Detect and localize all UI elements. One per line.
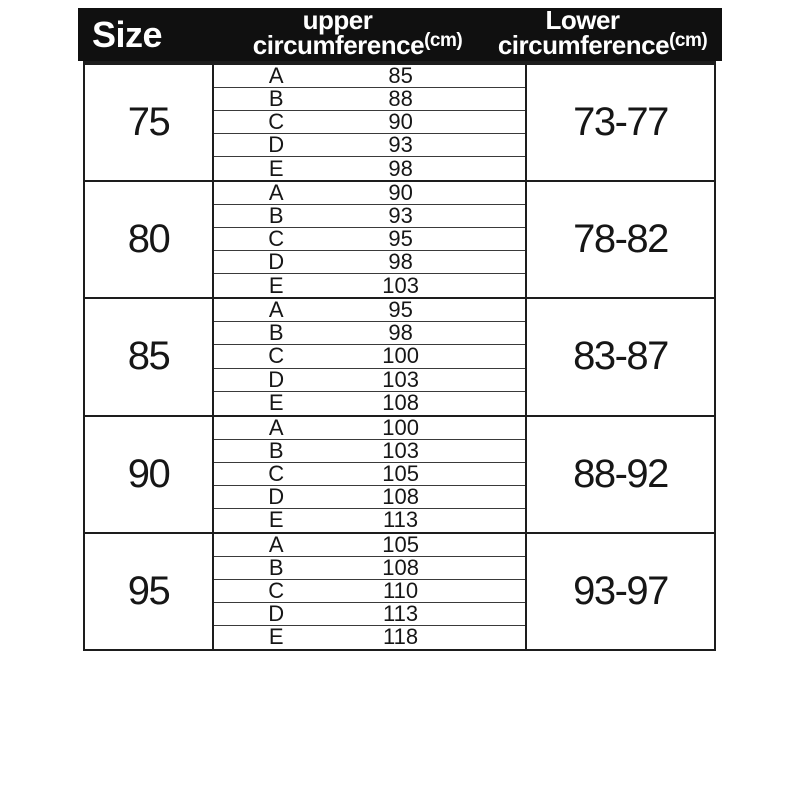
cup-row (214, 626, 525, 649)
cup-upper-value: 98 (388, 320, 413, 346)
cup-letter: C (268, 226, 285, 252)
header-upper-word: circumference (252, 30, 425, 60)
cup-row (214, 392, 525, 415)
cup-upper-value: 90 (388, 109, 413, 135)
cup-letter: E (268, 272, 284, 298)
cup-letter: E (268, 507, 284, 533)
cup-letter: B (268, 437, 284, 463)
cup-row (214, 554, 525, 580)
cup-letter: C (268, 109, 285, 135)
header-upper-label (252, 5, 463, 61)
cup-upper-value: 108 (382, 483, 419, 509)
size-group-row (85, 297, 714, 414)
cup-row (214, 577, 525, 603)
cup-letter: D (268, 366, 285, 392)
header-upper-line1: upper (302, 5, 373, 35)
lower-range-cell (527, 65, 714, 180)
header-lower-line1: Lower (545, 5, 620, 35)
cup-upper-value: 100 (382, 414, 419, 440)
cup-letter: C (268, 343, 285, 369)
size-group-row (85, 415, 714, 532)
cup-row (214, 414, 525, 440)
cup-row (214, 251, 525, 274)
lower-range-value: 93-97 (573, 568, 668, 613)
cup-upper-value: 113 (383, 600, 419, 626)
cup-letter: D (268, 483, 285, 509)
cup-upper-value: 93 (388, 132, 413, 158)
size-cell (85, 534, 212, 649)
cup-upper-value: 88 (388, 86, 413, 112)
cup-row (214, 345, 525, 368)
lower-range-cell (527, 182, 714, 297)
header-size-column (78, 8, 212, 61)
cup-row (214, 600, 525, 626)
lower-range-value: 73-77 (573, 100, 668, 145)
cup-table (212, 182, 527, 297)
cup-letter: B (268, 86, 284, 112)
lower-unit-label: (cm) (669, 30, 708, 51)
cup-upper-value: 105 (382, 531, 419, 557)
header-upper-line2 (252, 30, 463, 61)
size-cell (85, 65, 212, 180)
size-cell (85, 299, 212, 414)
cup-row (214, 531, 525, 557)
cup-row (214, 111, 525, 134)
cup-upper-value: 103 (382, 366, 419, 392)
cup-upper-value: 95 (388, 226, 413, 252)
size-value: 85 (127, 334, 170, 379)
cup-row (214, 274, 525, 297)
cup-row (214, 182, 525, 205)
lower-range-value: 83-87 (573, 334, 668, 379)
lower-range-value: 78-82 (573, 217, 668, 262)
cup-upper-value: 98 (388, 249, 413, 275)
cup-upper-value: 93 (388, 203, 413, 229)
cup-upper-value: 90 (388, 180, 413, 206)
size-value: 80 (127, 217, 170, 262)
lower-range-cell (527, 299, 714, 414)
cup-upper-value: 98 (388, 155, 413, 181)
cup-table (212, 65, 527, 180)
header-size-label: Size (91, 13, 163, 55)
cup-letter: D (268, 249, 285, 275)
cup-letter: B (268, 320, 284, 346)
cup-row (214, 228, 525, 251)
cup-row (214, 157, 525, 180)
table-header (78, 5, 722, 61)
cup-upper-value: 108 (382, 390, 419, 416)
cup-letter: A (268, 531, 284, 557)
cup-letter: E (268, 155, 284, 181)
cup-letter: D (268, 132, 285, 158)
size-group-row (85, 63, 714, 180)
size-value: 90 (127, 451, 170, 496)
size-cell (85, 417, 212, 532)
cup-upper-value: 103 (382, 272, 419, 298)
header-upper-column (212, 5, 527, 61)
cup-row (214, 366, 525, 392)
cup-letter: B (268, 203, 284, 229)
cup-upper-value: 118 (383, 624, 419, 650)
cup-upper-value: 95 (388, 297, 413, 323)
cup-letter: A (268, 297, 284, 323)
cup-row (214, 205, 525, 228)
header-lower-label (497, 5, 708, 61)
lower-range-value: 88-92 (573, 451, 668, 496)
size-value: 95 (127, 568, 170, 613)
size-table-body (83, 61, 716, 651)
cup-upper-value: 108 (382, 554, 419, 580)
cup-table (212, 299, 527, 414)
cup-row (214, 134, 525, 157)
lower-range-cell (527, 534, 714, 649)
lower-range-cell (527, 417, 714, 532)
size-value: 75 (127, 100, 170, 145)
cup-row (214, 322, 525, 345)
header-lower-word: circumference (497, 30, 670, 60)
cup-upper-value: 105 (382, 460, 419, 486)
cup-letter: A (268, 414, 284, 440)
header-lower-line2 (497, 30, 708, 61)
cup-upper-value: 85 (388, 63, 413, 89)
cup-letter: A (268, 180, 284, 206)
cup-row (214, 509, 525, 532)
cup-upper-value: 110 (383, 577, 419, 603)
size-group-row (85, 180, 714, 297)
cup-upper-value: 103 (382, 437, 419, 463)
cup-row (214, 483, 525, 509)
cup-row (214, 460, 525, 486)
cup-letter: E (268, 390, 284, 416)
cup-row (214, 65, 525, 88)
size-group-row (85, 532, 714, 649)
cup-row (214, 299, 525, 322)
cup-upper-value: 100 (382, 343, 419, 369)
cup-table (212, 414, 527, 533)
cup-upper-value: 113 (383, 507, 419, 533)
cup-letter: E (268, 624, 284, 650)
size-cell (85, 182, 212, 297)
upper-unit-label: (cm) (424, 30, 463, 51)
cup-letter: C (268, 577, 285, 603)
cup-letter: B (268, 554, 284, 580)
cup-row (214, 88, 525, 111)
cup-table (212, 531, 527, 650)
cup-letter: D (268, 600, 285, 626)
cup-row (214, 437, 525, 463)
cup-letter: C (268, 460, 285, 486)
cup-letter: A (268, 63, 284, 89)
header-lower-column (497, 5, 722, 61)
